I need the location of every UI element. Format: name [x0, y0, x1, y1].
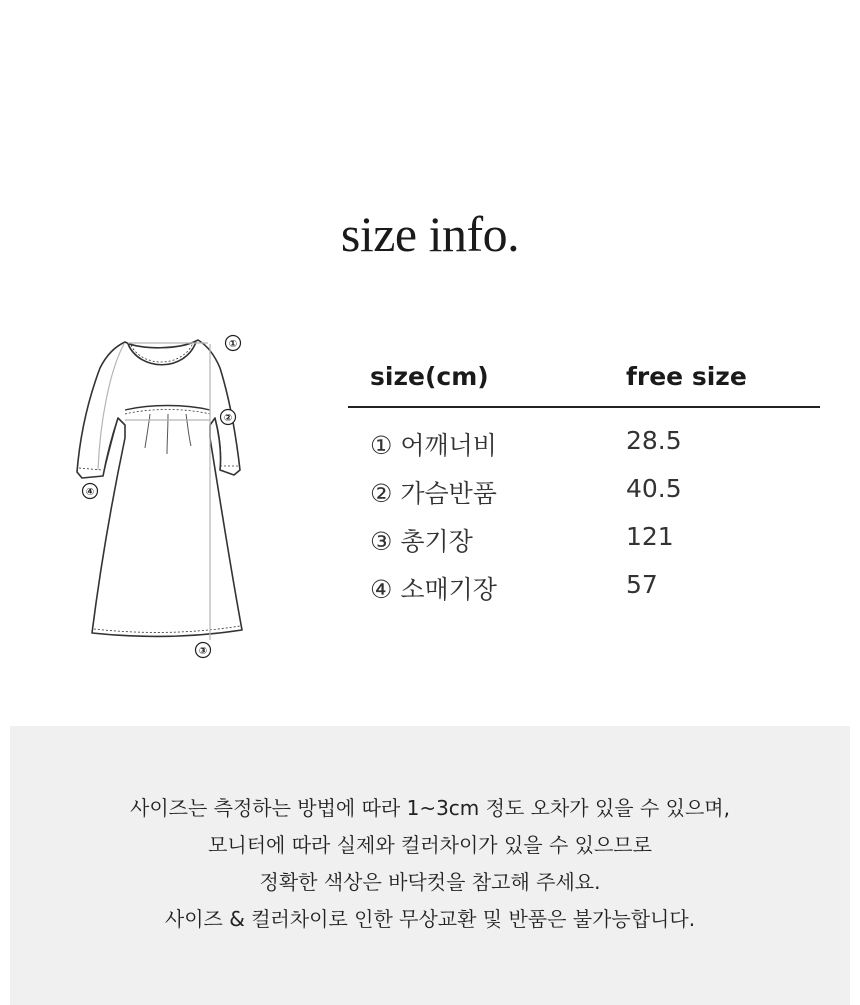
- table-row: [348, 426, 820, 474]
- table-row: [348, 474, 820, 522]
- notice-text: [10, 790, 850, 938]
- notice-line-monitor: 모니터에 따라 실제와 컬러차이가 있을 수 있으므로: [208, 833, 652, 857]
- row-label-chest: ② 가슴반품: [370, 479, 497, 508]
- marker-length-label: ③: [198, 646, 208, 657]
- table-row: [348, 522, 820, 570]
- marker-chest-label: ②: [223, 413, 233, 424]
- header-size-label: size(cm): [370, 362, 489, 391]
- marker-sleeve-label: ④: [85, 487, 95, 498]
- header-size-value: free size: [626, 362, 747, 391]
- dress-diagram: [70, 330, 260, 665]
- notice-line-color: 정확한 색상은 바닥컷을 참고해 주세요.: [259, 870, 601, 894]
- notice-line-return-policy: 사이즈 & 컬러차이로 인한 무상교환 및 반품은 불가능합니다.: [164, 907, 696, 931]
- size-table-body: [348, 408, 820, 618]
- row-label-shoulder: ① 어깨너비: [370, 431, 497, 460]
- row-value-length: 121: [626, 522, 674, 551]
- notice-line-measurement: 사이즈는 측정하는 방법에 따라 1~3cm 정도 오차가 있을 수 있으며,: [130, 796, 730, 820]
- row-value-sleeve: 57: [626, 570, 658, 599]
- size-table: [348, 360, 820, 618]
- row-label-length: ③ 총기장: [370, 527, 473, 556]
- dress-illustration: [70, 330, 260, 665]
- marker-shoulder-label: ①: [228, 339, 238, 350]
- row-value-chest: 40.5: [626, 474, 682, 503]
- size-table-header: [348, 360, 820, 408]
- page-title: size info.: [340, 206, 520, 262]
- table-row: [348, 570, 820, 618]
- row-label-sleeve: ④ 소매기장: [370, 575, 497, 604]
- notice-box: [10, 726, 850, 1005]
- row-value-shoulder: 28.5: [626, 426, 682, 455]
